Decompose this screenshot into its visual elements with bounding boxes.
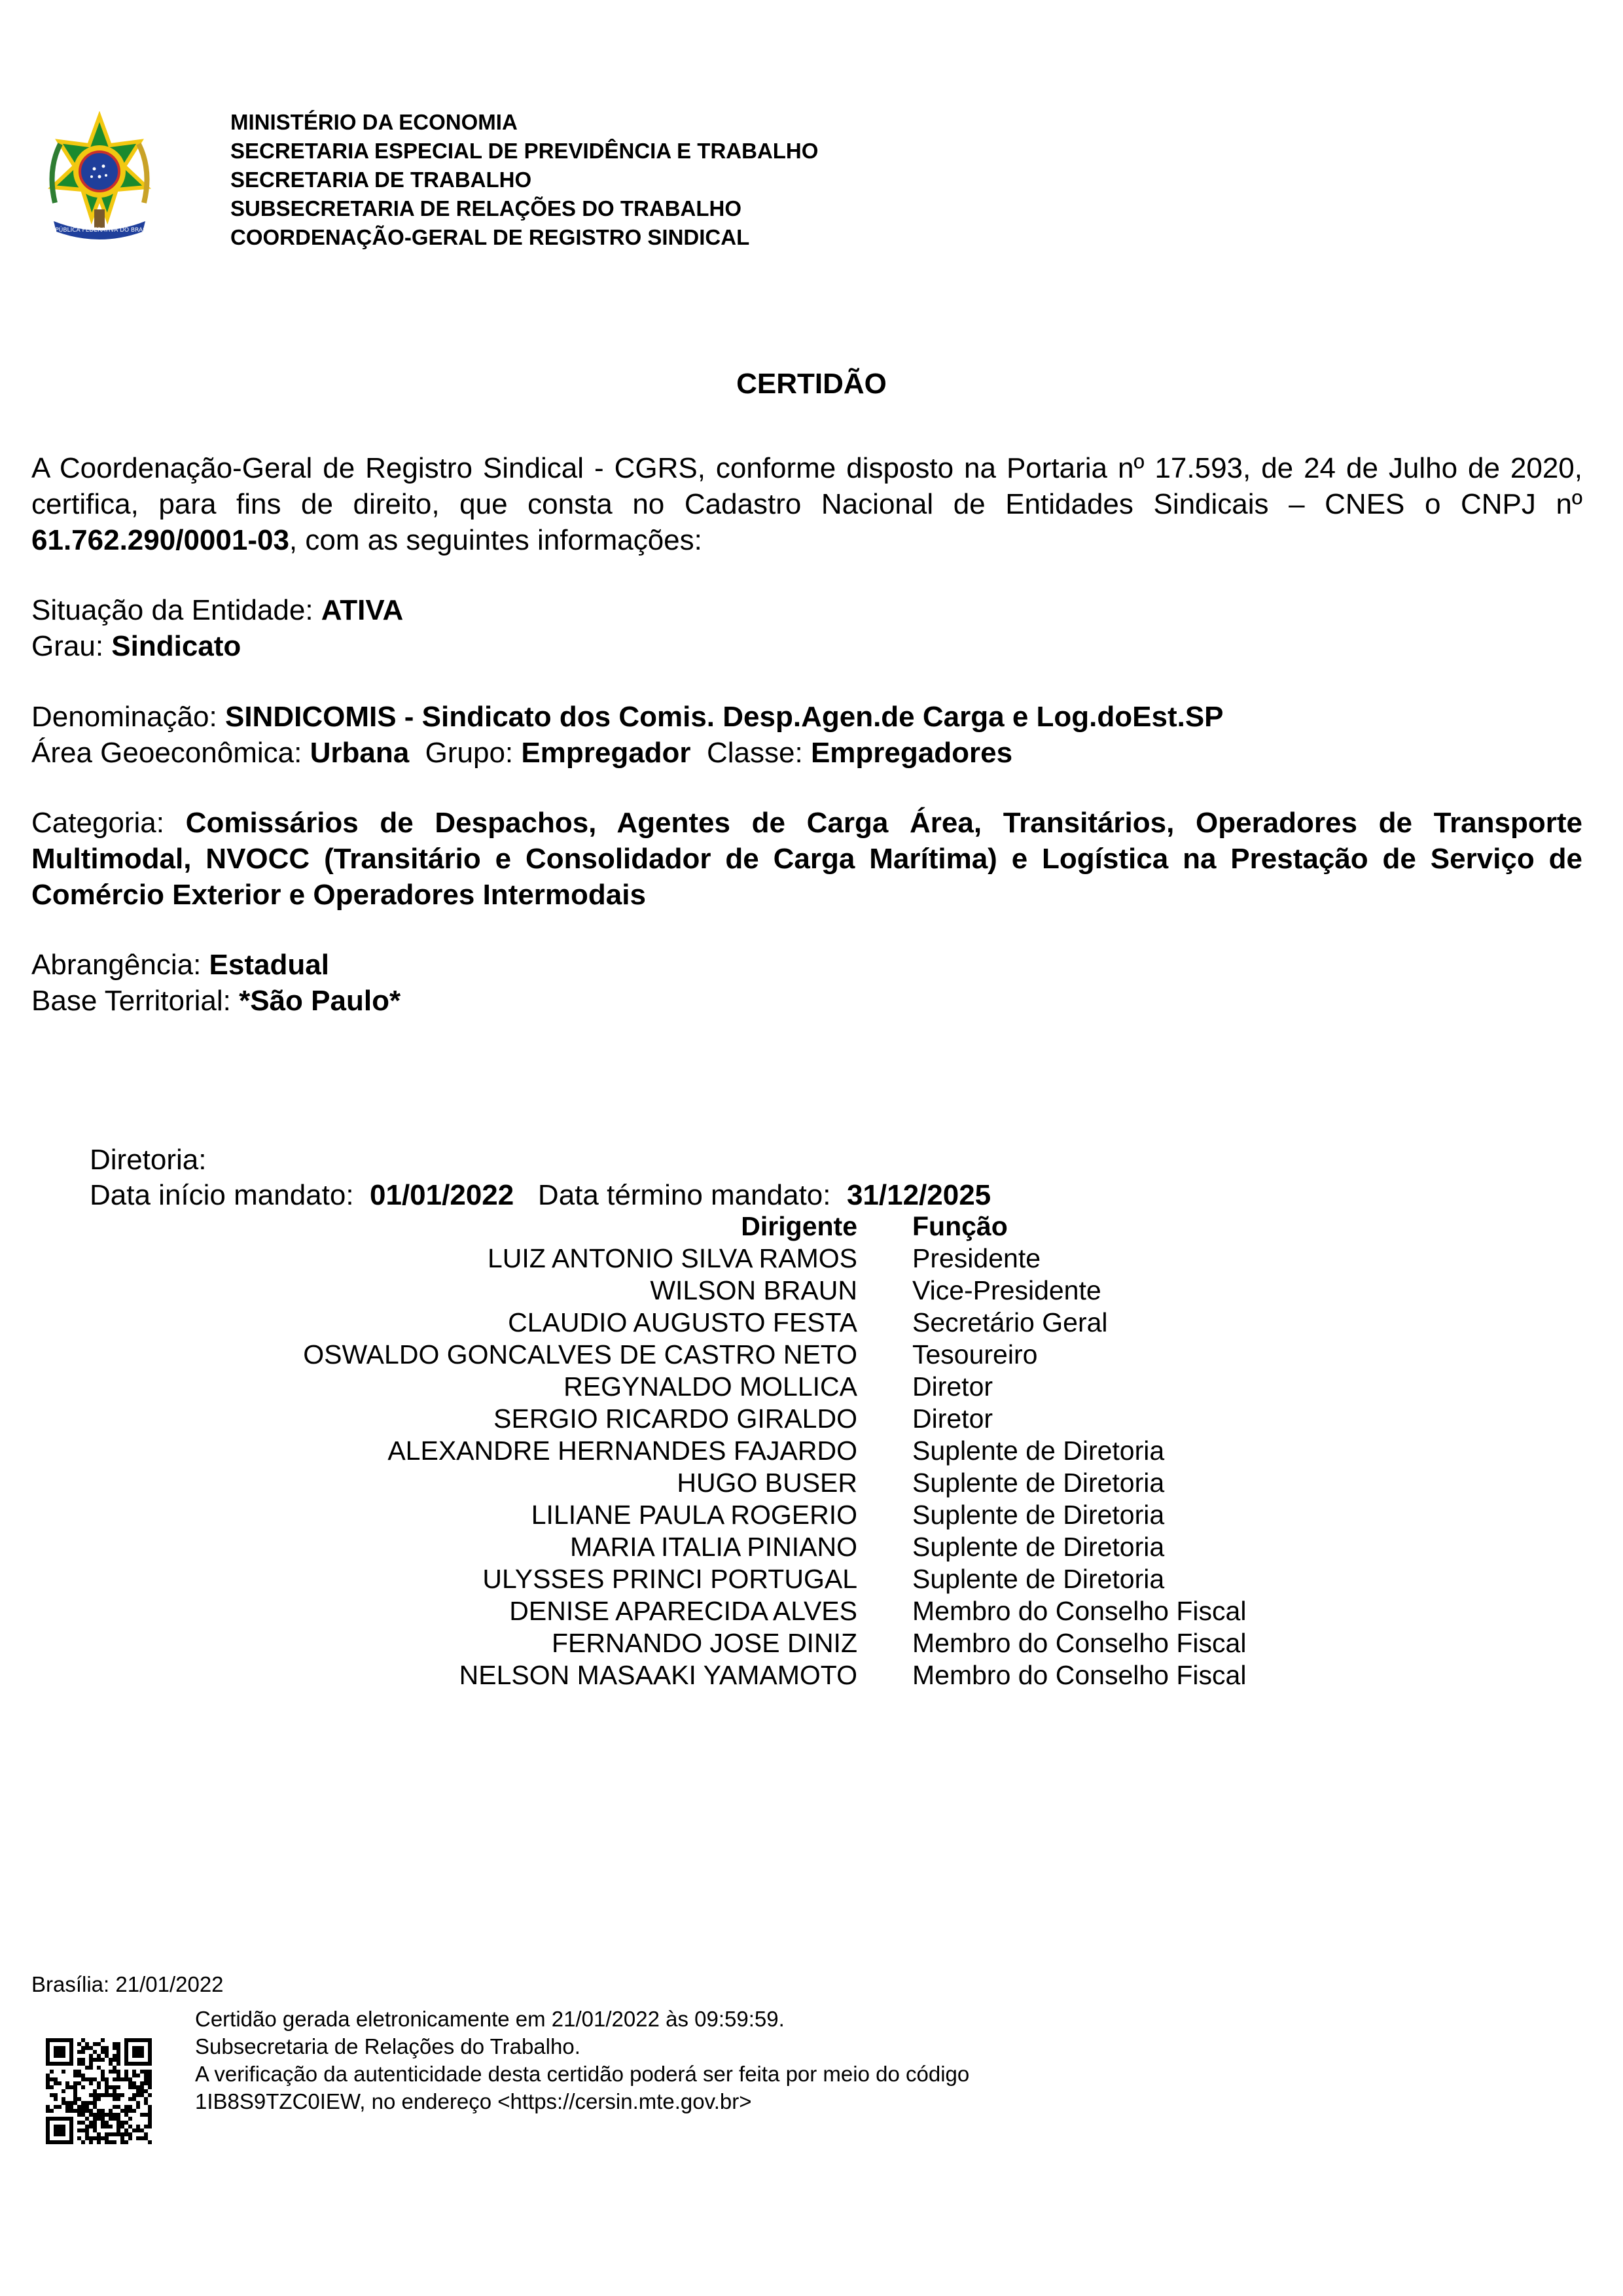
brasil-coat-of-arms-icon [41,111,158,242]
header-line: SUBSECRETARIA DE RELAÇÕES DO TRABALHO [230,196,742,221]
table-row [196,1275,1374,1307]
dirigente-funcao: Suplente de Diretoria [912,1564,1165,1594]
dirigente-name: ALEXANDRE HERNANDES FAJARDO [387,1436,857,1466]
table-row [196,1659,1374,1691]
dirigente-funcao: Membro do Conselho Fiscal [912,1596,1247,1626]
table-row [196,1435,1374,1467]
institution-header [230,108,818,252]
intro-paragraph: A Coordenação-Geral de Registro Sindical - CGRS, conforme disposto na Portaria nº 17.593, de 24 de Julho de 2020, certifica, para fins de direito, que consta no Cadastro Nacional de Entidades Sindicais – CNES o CNPJ nº 61.762.290/0001-03, com as seguintes informações: [31,452,1582,556]
dirigente-name: MARIA ITALIA PINIANO [570,1532,857,1562]
header-line: SECRETARIA ESPECIAL DE PREVIDÊNCIA E TRABALHO [230,139,819,163]
table-row [196,1307,1374,1339]
table-header [196,1210,1374,1243]
local-data: Brasília: 21/01/2022 [31,1972,224,1996]
header-line: COORDENAÇÃO-GERAL DE REGISTRO SINDICAL [230,225,750,249]
dirigente-name: DENISE APARECIDA ALVES [509,1596,857,1626]
qr-code-icon [46,2038,152,2144]
dirigente-name: HUGO BUSER [677,1468,857,1498]
svg-text:REPÚBLICA FEDERATIVA DO BRASIL: REPÚBLICA FEDERATIVA DO BRASIL [47,227,152,234]
column-funcao: Função [912,1211,1008,1241]
table-row [196,1595,1374,1627]
dirigente-name: FERNANDO JOSE DINIZ [552,1628,857,1658]
dirigente-name: LILIANE PAULA ROGERIO [531,1500,857,1530]
situacao-line: Situação da Entidade: ATIVA [31,594,404,626]
table-row [196,1563,1374,1595]
dirigente-name: WILSON BRAUN [650,1275,857,1305]
table-row [196,1339,1374,1371]
abrangencia-line: Abrangência: Estadual [31,949,329,981]
dirigente-funcao: Vice-Presidente [912,1275,1101,1305]
diretoria-table [196,1210,1374,1691]
table-row [196,1499,1374,1531]
dirigente-funcao: Secretário Geral [912,1307,1108,1337]
cnpj-value: 61.762.290/0001-03 [31,524,289,556]
grau-value: Sindicato [111,630,241,662]
dirigente-name: LUIZ ANTONIO SILVA RAMOS [487,1243,857,1273]
dirigente-name: NELSON MASAAKI YAMAMOTO [459,1660,857,1690]
dirigente-name: OSWALDO GONCALVES DE CASTRO NETO [303,1339,857,1369]
document-title: CERTIDÃO [736,368,887,400]
situacao-value: ATIVA [321,594,404,626]
header-line: MINISTÉRIO DA ECONOMIA [230,110,518,134]
dirigente-funcao: Suplente de Diretoria [912,1532,1165,1562]
area-line: Área Geoeconômica: Urbana Grupo: Empregador Classe: Empregadores [31,737,1013,769]
diretoria-label: Diretoria: [90,1144,207,1176]
verification-text: Certidão gerada eletronicamente em 21/01/2022 às 09:59:59. Subsecretaria de Relações do Trabalho. A verificação da autenticidade desta certidão poderá ser feita por meio do código 1IB8S9TZC0IEW, no endereço <https://cersin.mte.gov.br> [195,2007,970,2113]
categoria-value: Comissários de Despachos, Agentes de Carga Área, Transitários, Operadores de Transporte Multimodal, NVOCC (Transitário e Consolidador de Carga Marítima) e Logística na Prestação de Serviço de Comércio Exterior e Operadores Intermodais [31,807,1583,911]
table-row [196,1403,1374,1435]
dirigente-funcao: Membro do Conselho Fiscal [912,1660,1247,1690]
table-row [196,1627,1374,1659]
dirigente-funcao: Diretor [912,1404,993,1434]
dirigente-funcao: Diretor [912,1371,993,1402]
denominacao-line: Denominação: SINDICOMIS - Sindicato dos Comis. Desp.Agen.de Carga e Log.doEst.SP [31,701,1224,733]
table-row [196,1371,1374,1403]
dirigente-name: REGYNALDO MOLLICA [563,1371,857,1402]
dirigente-funcao: Tesoureiro [912,1339,1038,1369]
dirigente-funcao: Suplente de Diretoria [912,1436,1165,1466]
dirigente-funcao: Suplente de Diretoria [912,1500,1165,1530]
column-dirigente: Dirigente [741,1211,857,1241]
dirigente-name: SERGIO RICARDO GIRALDO [493,1404,857,1434]
denominacao-value: SINDICOMIS - Sindicato dos Comis. Desp.Agen.de Carga e Log.doEst.SP [224,701,1224,733]
categoria-paragraph: Categoria: Comissários de Despachos, Agentes de Carga Área, Transitários, Operadores de Transporte Multimodal, NVOCC (Transitário e Consolidador de Carga Marítima) e Logística na Prestação de Serviço de Comércio Exterior e Operadores Intermodais [31,807,1583,911]
base-territorial-line: Base Territorial: *São Paulo* [31,985,401,1017]
dirigente-funcao: Membro do Conselho Fiscal [912,1628,1247,1658]
dirigente-name: ULYSSES PRINCI PORTUGAL [482,1564,857,1594]
dirigente-name: CLAUDIO AUGUSTO FESTA [508,1307,857,1337]
dirigente-funcao: Presidente [912,1243,1041,1273]
header-line: SECRETARIA DE TRABALHO [230,168,532,192]
dirigente-funcao: Suplente de Diretoria [912,1468,1165,1498]
mandato-line: Data início mandato: 01/01/2022 Data término mandato: 31/12/2025 [90,1179,991,1211]
table-row [196,1467,1374,1499]
table-row [196,1243,1374,1275]
table-row [196,1531,1374,1563]
grau-line: Grau: Sindicato [31,630,241,662]
